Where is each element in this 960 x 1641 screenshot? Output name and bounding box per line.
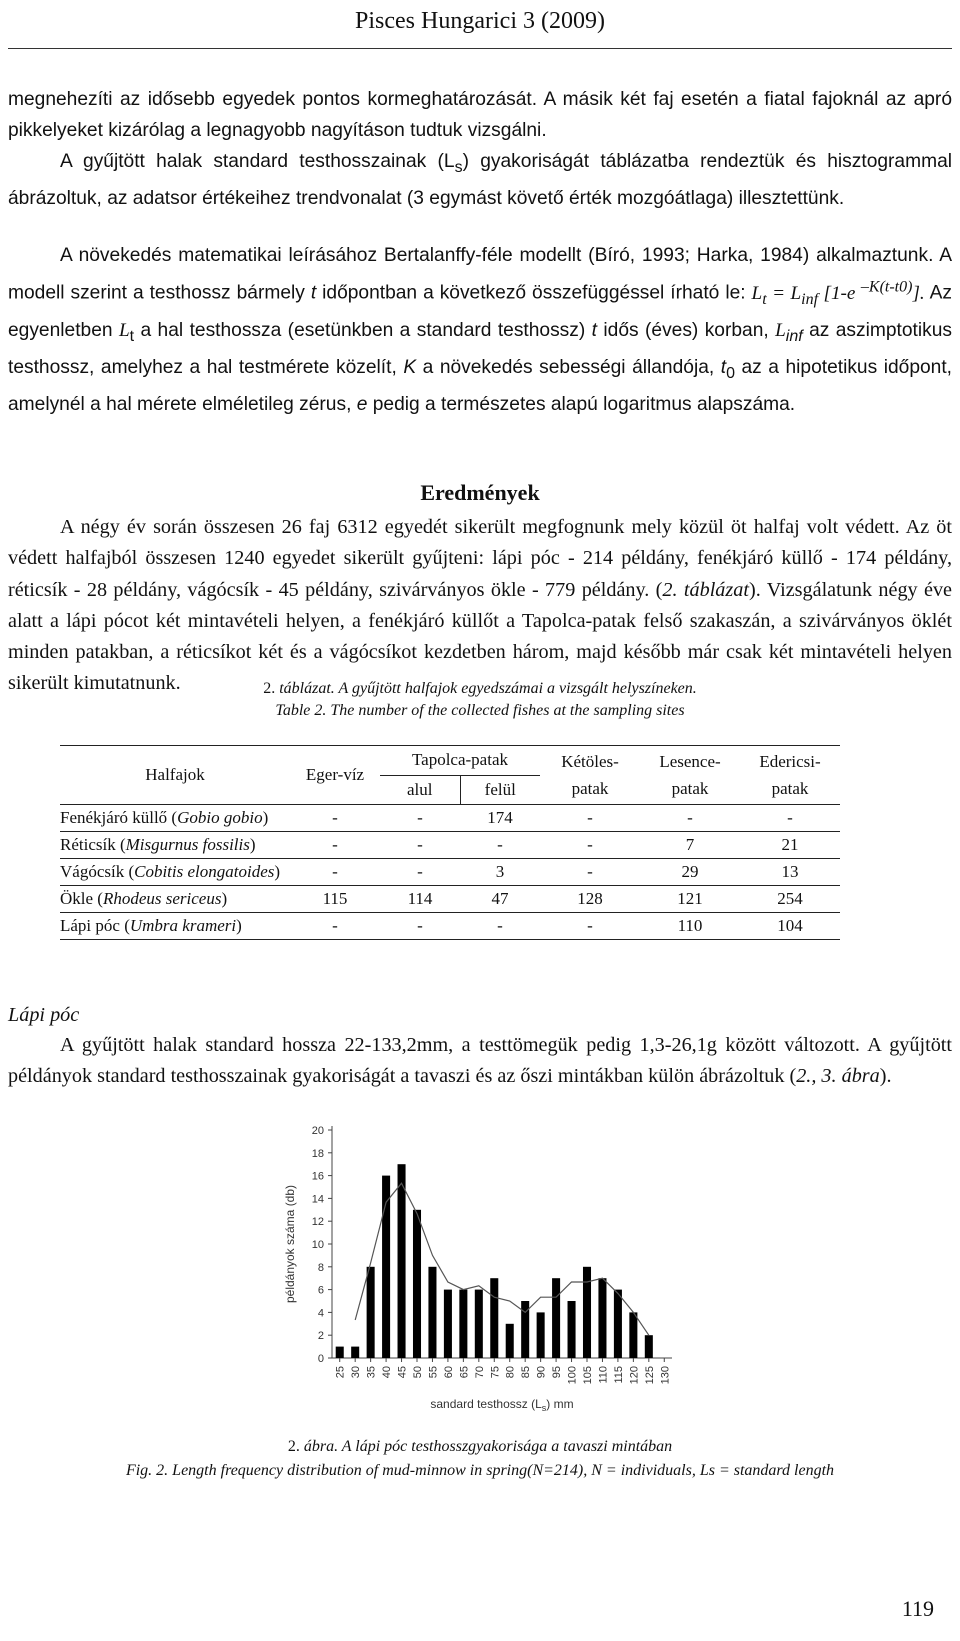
x-tick-label: 85: [520, 1366, 533, 1379]
histogram-bar: [614, 1290, 622, 1358]
histogram-bar: [506, 1324, 514, 1358]
x-tick-label: 40: [381, 1366, 394, 1379]
table-cell: -: [540, 805, 640, 832]
table-row: [60, 859, 840, 886]
histogram-bar: [583, 1267, 591, 1358]
histogram-bar: [398, 1164, 406, 1358]
results-paragraph: A négy év során összesen 26 faj 6312 egyedét sikerült megfognunk mely közül öt halfaj volt védett. Az öt védett halfajból összesen 1240 egyedet sikerült gyűjteni: lápi póc - 214 példány, fenékjáró küllő - 174 példány, réticsík - 28 példány, vágócsík - 45 példány, szivárványos ökle - 779 példány. (2. táblázat). Vizsgálatunk négy éve alatt a lápi pócot két mintavételi helyen, a fenékjáró küllőt a Tapolca-patak felső szakaszán, a szivárványos öklét minden patakban, a réticsíkot két és a vágócsíkot kezdetben három, majd később már csak két mintavételi helyen sikerült kimutatnunk.: [8, 516, 952, 695]
header-lesence: Lesence- patak: [640, 746, 740, 805]
table-cell: -: [380, 859, 460, 886]
table-cell: 128: [540, 886, 640, 913]
y-tick-label: 20: [311, 1125, 324, 1137]
table-caption-en: Table 2. The number of the collected fishes at the sampling sites: [275, 702, 685, 719]
table-cell: 110: [640, 913, 740, 940]
table-cell: 21: [740, 832, 840, 859]
table-cell: 114: [380, 886, 460, 913]
journal-title: Pisces Hungarici 3 (2009): [355, 8, 605, 34]
table-cell: 7: [640, 832, 740, 859]
table-cell: -: [290, 913, 380, 940]
x-tick-label: 55: [427, 1366, 440, 1379]
x-tick-label: 30: [350, 1366, 363, 1379]
header-species: Halfajok: [60, 746, 290, 805]
x-tick-label: 60: [442, 1366, 455, 1379]
histogram-bar: [568, 1301, 576, 1358]
x-tick-label: 80: [504, 1366, 517, 1379]
histogram-bar: [459, 1290, 467, 1358]
histogram-svg: [280, 1118, 680, 1418]
intro-paragraph-1: megnehezíti az idősebb egyedek pontos kormeghatározását. A másik két faj esetén a fiatal fajoknál az apró pikkelyeket kizárólag a legnagyobb nagyításon tudtuk vizsgálni.: [8, 89, 952, 142]
histogram-bar: [351, 1347, 359, 1358]
histogram-bar: [413, 1210, 421, 1358]
histogram-bar: [645, 1335, 653, 1358]
section-title-results: Eredmények: [420, 480, 540, 505]
species-name: Fenékjáró küllő (Gobio gobio): [60, 805, 290, 832]
header-alul: alul: [380, 775, 460, 805]
y-tick-label: 2: [317, 1330, 324, 1343]
table-cell: 3: [460, 859, 540, 886]
table-cell: -: [540, 832, 640, 859]
histogram-bar: [598, 1278, 606, 1358]
x-tick-label: 130: [659, 1366, 672, 1385]
x-tick-label: 115: [612, 1366, 625, 1384]
intro-paragraph-3: A növekedés matematikai leírásához Bertalanffy-féle modellt (Bíró, 1993; Harka, 1984) alkalmaztunk. A modell szerint a testhossz bármely t időpontban a következő összefüggéssel írható le: $L_t = L_{inf}$ [1-e $^{-K(t-t0)}$]. Az egyenletben $L_t$ a hal testhossza (esetünkben a standard testhossz) t idős (éves) korban, $L_{inf}$ az aszimptotikus testhossz, amelyhez a hal testmérete közelít, K a növekedés sebességi állandója, $t_0$ az a hipotetikus időpont, amelynél a hal mérete elméletileg zérus, e pedig a természetes alapú logaritmus alapszáma.: [8, 245, 953, 416]
x-tick-label: 25: [334, 1366, 347, 1379]
table-cell: -: [380, 913, 460, 940]
intro-paragraph-2: A gyűjtött halak standard testhosszainak $(L_s)$ gyakoriságát táblázatba rendeztük és hisztogrammal ábrázoltuk, az adatsor értékeihez trendvonalat (3 egymást követő érték mozgóátlaga) illesztettünk.: [8, 151, 953, 210]
x-tick-label: 100: [566, 1366, 579, 1385]
table-row: [60, 832, 840, 859]
y-tick-label: 16: [311, 1170, 324, 1183]
x-tick-label: 70: [473, 1366, 486, 1379]
histogram-bar: [428, 1267, 436, 1358]
table-cell: -: [740, 805, 840, 832]
table-header-row: [60, 746, 840, 776]
species-name: Ökle (Rhodeus sericeus): [60, 886, 290, 913]
x-tick-label: 65: [458, 1366, 471, 1379]
header-ketoles: Kétöles- patak: [540, 746, 640, 805]
lapi-poc-heading: Lápi póc: [8, 1004, 80, 1026]
table-cell: -: [460, 913, 540, 940]
table-row: [60, 913, 840, 940]
table-cell: 29: [640, 859, 740, 886]
table-cell: 115: [290, 886, 380, 913]
y-tick-label: 6: [317, 1284, 324, 1297]
x-tick-label: 120: [628, 1366, 641, 1385]
table-cell: -: [540, 913, 640, 940]
table-cell: -: [640, 805, 740, 832]
table-cell: 13: [740, 859, 840, 886]
y-tick-label: 18: [311, 1147, 324, 1160]
table-caption-hu: 2. táblázat. A gyűjtött halfajok egyedszámai a vizsgált helyszíneken.: [263, 680, 697, 697]
histogram-bar: [629, 1312, 637, 1358]
histogram-bar: [490, 1278, 498, 1358]
species-name: Lápi póc (Umbra krameri): [60, 913, 290, 940]
table-cell: 47: [460, 886, 540, 913]
lapi-poc-paragraph: A gyűjtött halak standard hossza 22-133,2mm, a testtömegük pedig 1,3-26,1g között változott. A gyűjtött példányok standard testhosszainak gyakoriságát a tavaszi és az őszi mintákban külön ábrázoltuk (2., 3. ábra).: [8, 1034, 952, 1088]
header-eger: Eger-víz: [290, 746, 380, 805]
histogram-bar: [367, 1267, 375, 1358]
x-axis-title: sandard testhossz $(L_s)$ mm: [430, 1397, 574, 1413]
running-header: [0, 0, 960, 52]
growth-formula: $L_t = L_{inf}$ [1-e $^{-K(t-t0)}$].: [751, 278, 925, 308]
figure-caption-en: Fig. 2. Length frequency distribution of mud-minnow in spring(N=214), N = individuals, Ls = standard length: [125, 1462, 835, 1479]
y-tick-label: 14: [311, 1193, 324, 1206]
y-tick-label: 4: [317, 1307, 324, 1320]
species-name: Vágócsík (Cobitis elongatoides): [60, 859, 290, 886]
length-frequency-chart: [280, 1118, 680, 1423]
table-cell: -: [380, 805, 460, 832]
x-tick-label: 125: [643, 1366, 656, 1385]
x-tick-label: 50: [412, 1366, 424, 1379]
table-row: [60, 805, 840, 832]
table-cell: -: [290, 832, 380, 859]
header-tapolca: Tapolca-patak: [380, 746, 540, 776]
table-cell: 104: [740, 913, 840, 940]
table-cell: 174: [460, 805, 540, 832]
x-tick-label: 105: [582, 1366, 594, 1385]
table-cell: 254: [740, 886, 840, 913]
figure-caption-hu: 2. ábra. A lápi póc testhosszgyakorisága a tavaszi mintában: [287, 1438, 673, 1455]
species-name: Réticsík (Misgurnus fossilis): [60, 832, 290, 859]
histogram-bar: [537, 1312, 545, 1358]
table-row: [60, 886, 840, 913]
x-tick-label: 45: [396, 1366, 409, 1379]
histogram-bar: [336, 1347, 344, 1358]
header-edericsi: Edericsi- patak: [740, 746, 840, 805]
x-tick-label: 35: [365, 1366, 378, 1379]
page-number: 119: [901, 1596, 934, 1621]
x-tick-label: 75: [489, 1366, 502, 1379]
table-cell: -: [380, 832, 460, 859]
y-tick-label: 0: [317, 1353, 324, 1365]
table-cell: -: [460, 832, 540, 859]
histogram-bar: [444, 1290, 452, 1358]
header-rule: [8, 48, 952, 49]
table-cell: -: [540, 859, 640, 886]
x-tick-label: 90: [535, 1366, 548, 1379]
table-cell: -: [290, 805, 380, 832]
x-tick-label: 110: [597, 1366, 610, 1384]
table-cell: -: [290, 859, 380, 886]
species-count-table: [60, 745, 840, 940]
y-tick-label: 12: [311, 1216, 324, 1229]
y-axis-title: példányok száma (db): [283, 1184, 297, 1304]
y-tick-label: 10: [311, 1239, 324, 1251]
table-cell: 121: [640, 886, 740, 913]
histogram-bar: [475, 1290, 483, 1358]
header-felul: felül: [460, 775, 540, 805]
x-tick-label: 95: [551, 1366, 564, 1379]
y-tick-label: 8: [317, 1261, 324, 1274]
histogram-bar: [552, 1278, 560, 1358]
